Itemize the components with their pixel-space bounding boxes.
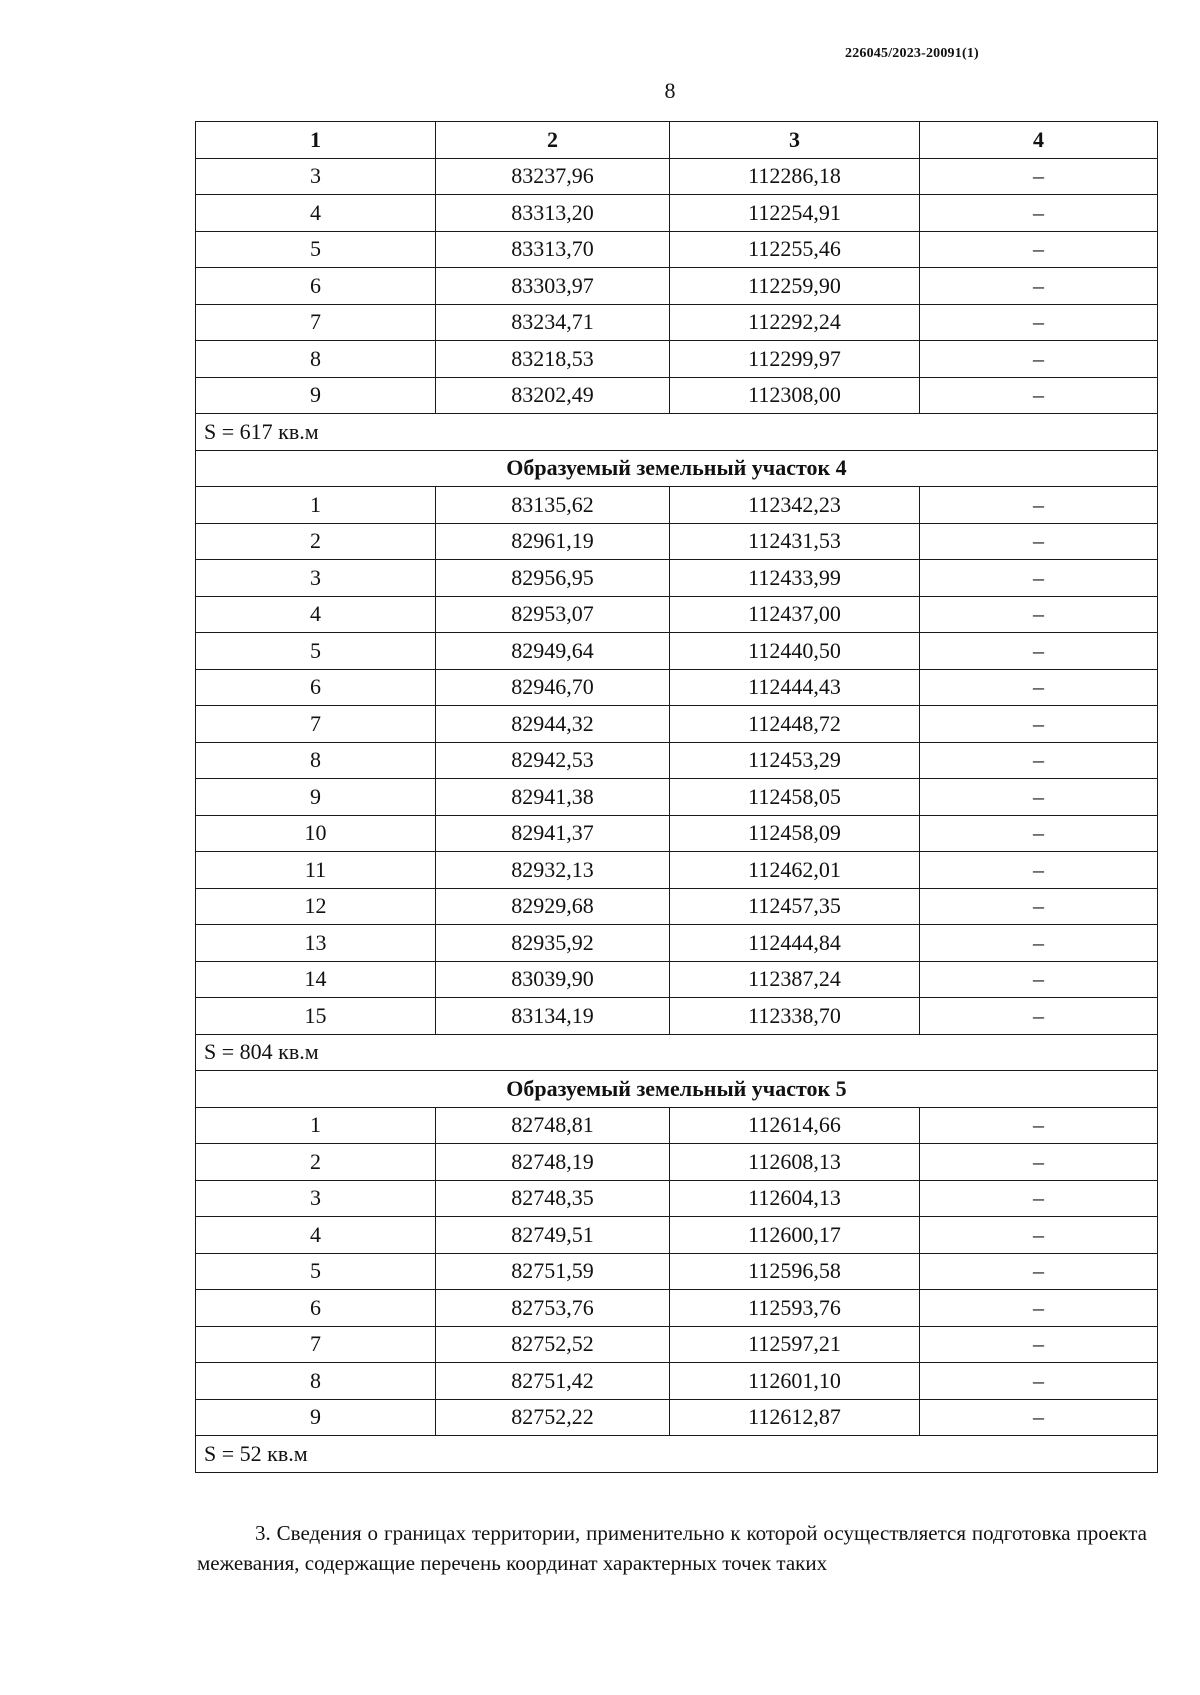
table-row <box>196 961 1158 998</box>
table-cell: – <box>920 1180 1158 1217</box>
table-row <box>196 815 1158 852</box>
table-cell: 82941,37 <box>436 815 670 852</box>
table-cell: – <box>920 742 1158 779</box>
table-cell: 13 <box>196 925 436 962</box>
table-cell: 82751,59 <box>436 1253 670 1290</box>
table-cell: – <box>920 560 1158 597</box>
table-cell: 8 <box>196 1363 436 1400</box>
table-cell: – <box>920 487 1158 524</box>
table-cell: 112612,87 <box>670 1399 920 1436</box>
table-cell: – <box>920 779 1158 816</box>
table-cell: 82946,70 <box>436 669 670 706</box>
table-cell: 83237,96 <box>436 158 670 195</box>
table-cell: – <box>920 815 1158 852</box>
document-id: 226045/2023-20091(1) <box>845 46 979 61</box>
table-cell: – <box>920 669 1158 706</box>
table-cell: 112614,66 <box>670 1107 920 1144</box>
table-row <box>196 779 1158 816</box>
table-row <box>196 925 1158 962</box>
table-row <box>196 1290 1158 1327</box>
table-cell: 12 <box>196 888 436 925</box>
table-cell: 9 <box>196 779 436 816</box>
table-cell: 112453,29 <box>670 742 920 779</box>
area-row <box>196 1034 1158 1071</box>
area-row <box>196 414 1158 451</box>
column-header: 2 <box>436 122 670 159</box>
table-cell: 2 <box>196 1144 436 1181</box>
table-cell: 3 <box>196 1180 436 1217</box>
table-cell: 112458,05 <box>670 779 920 816</box>
table-cell: – <box>920 1290 1158 1327</box>
table-row <box>196 341 1158 378</box>
table-cell: 7 <box>196 304 436 341</box>
table-cell: 6 <box>196 669 436 706</box>
table-cell: 5 <box>196 231 436 268</box>
table-cell: – <box>920 268 1158 305</box>
table-cell: 82956,95 <box>436 560 670 597</box>
table-cell: 112292,24 <box>670 304 920 341</box>
table-cell: – <box>920 706 1158 743</box>
column-header: 1 <box>196 122 436 159</box>
table-cell: 83313,70 <box>436 231 670 268</box>
table-cell: 112308,00 <box>670 377 920 414</box>
table-cell: 82961,19 <box>436 523 670 560</box>
table-cell: 83218,53 <box>436 341 670 378</box>
table-cell: 5 <box>196 1253 436 1290</box>
table-cell: 82929,68 <box>436 888 670 925</box>
table-cell: 15 <box>196 998 436 1035</box>
table-cell: 112444,84 <box>670 925 920 962</box>
table-row <box>196 1107 1158 1144</box>
table-cell: – <box>920 1363 1158 1400</box>
table-row <box>196 742 1158 779</box>
table-cell: 112608,13 <box>670 1144 920 1181</box>
table-cell: 112462,01 <box>670 852 920 889</box>
table-cell: 8 <box>196 742 436 779</box>
table-row <box>196 1253 1158 1290</box>
table-cell: – <box>920 925 1158 962</box>
section-title: Образуемый земельный участок 5 <box>196 1071 1158 1108</box>
table-cell: 82941,38 <box>436 779 670 816</box>
table-row <box>196 888 1158 925</box>
table-cell: 82944,32 <box>436 706 670 743</box>
table-cell: 112342,23 <box>670 487 920 524</box>
table-cell: 4 <box>196 596 436 633</box>
table-cell: 82752,22 <box>436 1399 670 1436</box>
table-cell: 8 <box>196 341 436 378</box>
table-row <box>196 1180 1158 1217</box>
table-cell: 112601,10 <box>670 1363 920 1400</box>
table-cell: 82749,51 <box>436 1217 670 1254</box>
table-cell: – <box>920 1217 1158 1254</box>
table-cell: 82942,53 <box>436 742 670 779</box>
table-cell: 112448,72 <box>670 706 920 743</box>
table-row <box>196 560 1158 597</box>
table-cell: 3 <box>196 158 436 195</box>
table-cell: – <box>920 304 1158 341</box>
table-cell: 82748,35 <box>436 1180 670 1217</box>
table-row <box>196 523 1158 560</box>
table-row <box>196 1144 1158 1181</box>
table-row <box>196 304 1158 341</box>
table-cell: 82752,52 <box>436 1326 670 1363</box>
table-cell: 14 <box>196 961 436 998</box>
table-cell: – <box>920 377 1158 414</box>
table-cell: – <box>920 341 1158 378</box>
table-row <box>196 158 1158 195</box>
table-cell: – <box>920 1144 1158 1181</box>
table-cell: 5 <box>196 633 436 670</box>
table-cell: 82748,19 <box>436 1144 670 1181</box>
table-cell: – <box>920 1399 1158 1436</box>
table-cell: – <box>920 596 1158 633</box>
table-row <box>196 1363 1158 1400</box>
table-cell: 7 <box>196 706 436 743</box>
table-row <box>196 1326 1158 1363</box>
table-cell: 112254,91 <box>670 195 920 232</box>
table-cell: 11 <box>196 852 436 889</box>
area-total: S = 804 кв.м <box>196 1034 1158 1071</box>
table-cell: – <box>920 158 1158 195</box>
table-cell: 82949,64 <box>436 633 670 670</box>
table-cell: 82953,07 <box>436 596 670 633</box>
table-cell: 112259,90 <box>670 268 920 305</box>
section-title: Образуемый земельный участок 4 <box>196 450 1158 487</box>
table-row <box>196 268 1158 305</box>
table-cell: – <box>920 1107 1158 1144</box>
table-cell: 112255,46 <box>670 231 920 268</box>
table-cell: 3 <box>196 560 436 597</box>
coordinates-table <box>195 121 1158 1473</box>
table-row <box>196 487 1158 524</box>
table-cell: 112431,53 <box>670 523 920 560</box>
table-row <box>196 998 1158 1035</box>
table-cell: – <box>920 231 1158 268</box>
table-cell: 83039,90 <box>436 961 670 998</box>
area-total: S = 52 кв.м <box>196 1436 1158 1473</box>
table-cell: 112433,99 <box>670 560 920 597</box>
table-row <box>196 852 1158 889</box>
coordinates-table-body <box>196 122 1158 1473</box>
table-cell: 83313,20 <box>436 195 670 232</box>
table-cell: 83234,71 <box>436 304 670 341</box>
page-number: 8 <box>664 78 676 103</box>
table-cell: – <box>920 195 1158 232</box>
table-cell: 4 <box>196 1217 436 1254</box>
table-cell: 112387,24 <box>670 961 920 998</box>
section-3-paragraph: 3. Сведения о границах территории, применительно к которой осуществляется подготовка проекта межевания, содержащие перечень координат характерных точек таких <box>197 1521 1147 1575</box>
table-cell: 83202,49 <box>436 377 670 414</box>
table-header-row <box>196 122 1158 159</box>
table-row <box>196 633 1158 670</box>
table-cell: – <box>920 998 1158 1035</box>
table-cell: 112286,18 <box>670 158 920 195</box>
table-cell: – <box>920 1326 1158 1363</box>
table-row <box>196 596 1158 633</box>
table-cell: 82932,13 <box>436 852 670 889</box>
table-cell: 4 <box>196 195 436 232</box>
table-cell: 9 <box>196 377 436 414</box>
area-row <box>196 1436 1158 1473</box>
table-row <box>196 1217 1158 1254</box>
table-cell: – <box>920 633 1158 670</box>
table-row <box>196 669 1158 706</box>
table-row <box>196 195 1158 232</box>
table-row <box>196 1399 1158 1436</box>
table-cell: 112440,50 <box>670 633 920 670</box>
area-total: S = 617 кв.м <box>196 414 1158 451</box>
table-cell: 7 <box>196 1326 436 1363</box>
table-cell: – <box>920 523 1158 560</box>
table-cell: 82753,76 <box>436 1290 670 1327</box>
table-cell: 112596,58 <box>670 1253 920 1290</box>
table-cell: 83135,62 <box>436 487 670 524</box>
table-cell: 112299,97 <box>670 341 920 378</box>
table-row <box>196 231 1158 268</box>
table-cell: – <box>920 961 1158 998</box>
table-cell: 112437,00 <box>670 596 920 633</box>
section-title-row <box>196 450 1158 487</box>
table-cell: – <box>920 1253 1158 1290</box>
table-cell: 1 <box>196 1107 436 1144</box>
table-cell: 112444,43 <box>670 669 920 706</box>
table-cell: 10 <box>196 815 436 852</box>
table-row <box>196 377 1158 414</box>
table-cell: 112597,21 <box>670 1326 920 1363</box>
table-cell: – <box>920 852 1158 889</box>
table-cell: 83134,19 <box>436 998 670 1035</box>
table-cell: 2 <box>196 523 436 560</box>
table-cell: 9 <box>196 1399 436 1436</box>
table-cell: 1 <box>196 487 436 524</box>
column-header: 4 <box>920 122 1158 159</box>
section-title-row <box>196 1071 1158 1108</box>
table-cell: 6 <box>196 1290 436 1327</box>
table-cell: 112338,70 <box>670 998 920 1035</box>
column-header: 3 <box>670 122 920 159</box>
table-cell: 112600,17 <box>670 1217 920 1254</box>
table-cell: 82751,42 <box>436 1363 670 1400</box>
table-cell: – <box>920 888 1158 925</box>
table-cell: 112604,13 <box>670 1180 920 1217</box>
table-cell: 82935,92 <box>436 925 670 962</box>
table-cell: 82748,81 <box>436 1107 670 1144</box>
table-cell: 112458,09 <box>670 815 920 852</box>
table-cell: 112593,76 <box>670 1290 920 1327</box>
table-cell: 6 <box>196 268 436 305</box>
table-cell: 112457,35 <box>670 888 920 925</box>
table-cell: 83303,97 <box>436 268 670 305</box>
table-row <box>196 706 1158 743</box>
